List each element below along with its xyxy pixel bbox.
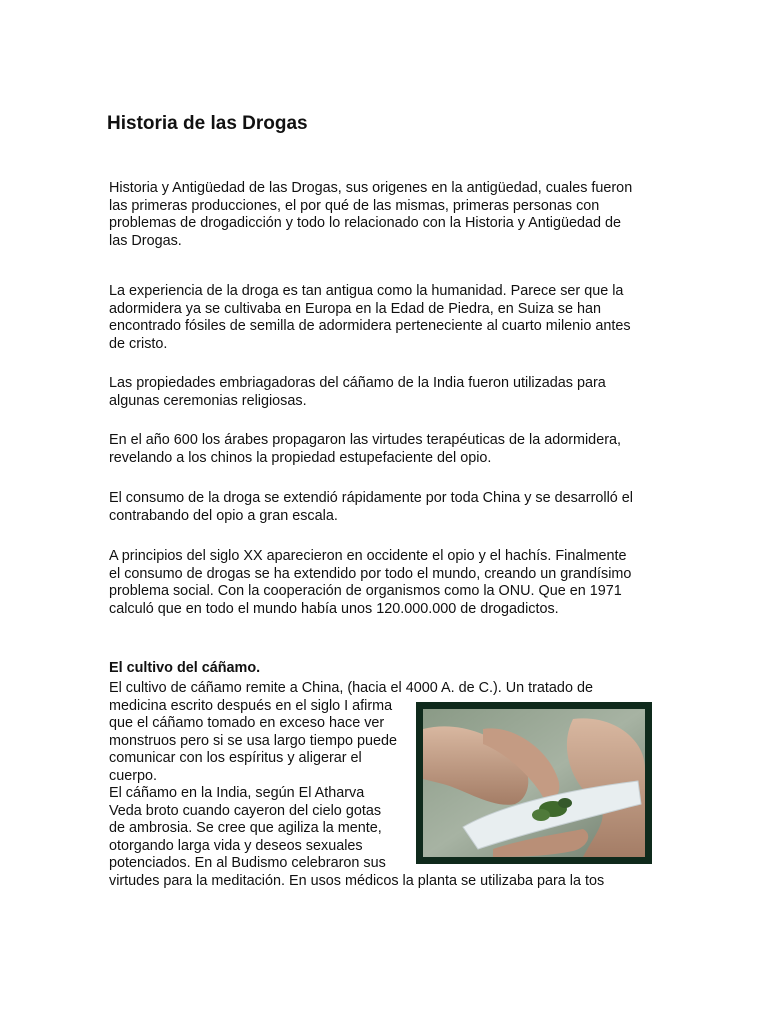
intro-paragraph: Historia y Antigüedad de las Drogas, sus origenes en la antigüedad, cuales fueron las primeras producciones, el por qué de las mismas, primeras personas con problemas de drogadicción y todo lo relacionado con la Historia y Antigüedad de las Drogas. — [109, 180, 633, 249]
paragraph-4: El consumo de la droga se extendió rápidamente por toda China y se desarrolló el contrabando del opio a gran escala. — [109, 490, 633, 524]
section-heading: El cultivo del cáñamo. — [109, 660, 261, 676]
herb-shape-3 — [558, 798, 572, 808]
herb-shape-2 — [532, 809, 550, 821]
paragraph-1: La experiencia de la droga es tan antigua como la humanidad. Parece ser que la adormidera ya se cultivaba en Europa en la Edad de Piedra, en Suiza se han encontrado fósiles de semilla de adormidera perteneciente al cuarto milenio antes de cristo. — [109, 283, 631, 352]
section-body: El cultivo de cáñamo remite a China, (hacia el 4000 A. de C.). Un tratado de medicina escrito después en el siglo I afirma que el cáñamo tomado en exceso hace ver monstruos pero si se usa largo tiempo puede comunicar con los espíritus y aligerar el cuerpo. El cáñamo en la India, según El Atharva Veda broto cuando cayeron del cielo gotas de ambrosia. Se cree que agiliza la mente, otorgando larga vida y deseos sexuales potenciados. En al Budismo celebraron sus virtudes para la meditación. En usos médicos la planta se utilizaba para la tos — [109, 680, 605, 889]
paragraph-5: A principios del siglo XX aparecieron en occidente el opio y el hachís. Finalmente el consumo de drogas se ha extendido por todo el mundo, creando un grandísimo problema social. Con la cooperación de organismos como la ONU. Que en 1971 calculó que en todo el mundo había unos 120.000.000 de drogadictos. — [109, 548, 632, 617]
document-title: Historia de las Drogas — [107, 113, 308, 134]
photo-illustration — [423, 709, 645, 857]
hands-hemp-photo — [416, 702, 652, 864]
paragraph-2: Las propiedades embriagadoras del cáñamo de la India fueron utilizadas para algunas ceremonias religiosas. — [109, 375, 606, 409]
paragraph-3: En el año 600 los árabes propagaron las virtudes terapéuticas de la adormidera, revelando a los chinos la propiedad estupefaciente del opio. — [109, 432, 621, 466]
